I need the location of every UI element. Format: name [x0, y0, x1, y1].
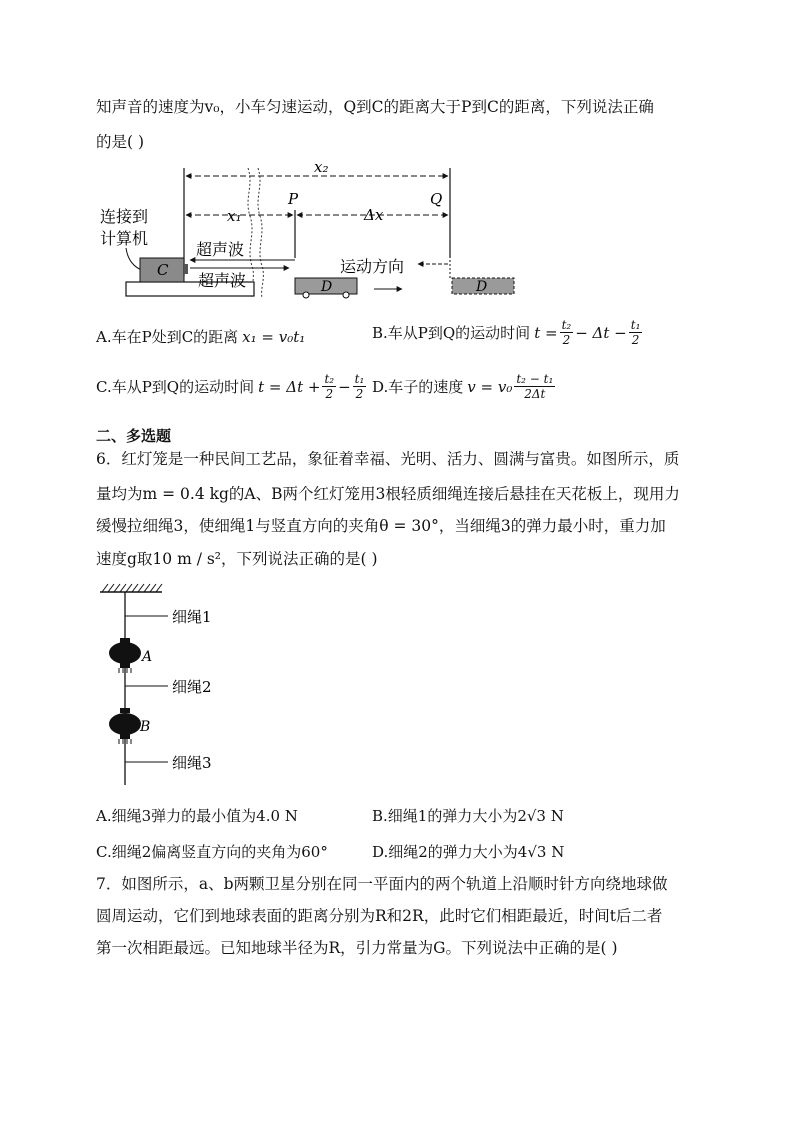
q5-option-c-frac2 [353, 372, 367, 401]
label-x1: x₁ [227, 207, 242, 225]
q6-lantern-figure [96, 580, 256, 790]
q5-option-b-frac2 [629, 318, 643, 347]
q7-line2: 圆周运动，它们到地球表面的距离分别为R和2R，此时它们相距最近，时间t后二者 [96, 907, 663, 925]
label-wave-2: 超声波 [198, 271, 247, 290]
q7-line3: 第一次相距最远。已知地球半径为R，引力常量为G。下列说法中正确的是( ) [96, 939, 618, 957]
q5-option-d[interactable] [372, 372, 557, 401]
label-connect-1: 连接到 [100, 207, 149, 226]
q5-option-c-frac1 [322, 372, 336, 401]
q5-option-b-t: t = [534, 323, 558, 342]
frac-num: t₁ [630, 318, 641, 332]
q6-line1: 6．红灯笼是一种民间工艺品，象征着幸福、光明、活力、圆满与富贵。如图所示，质 [96, 450, 680, 468]
frac-num: t₂ [561, 318, 572, 332]
frac-den: 2 [325, 387, 334, 401]
label-D-1: D [321, 279, 333, 295]
label-Q: Q [430, 190, 443, 208]
q5-option-a-formula: x₁ = v₀t₁ [242, 327, 306, 346]
label-rope-2: 细绳2 [172, 678, 212, 696]
label-lantern-A: A [142, 649, 153, 665]
label-D-2: D [476, 279, 488, 295]
label-x2: x₂ [314, 158, 329, 176]
frac-num: t₂ − t₁ [516, 372, 554, 386]
section-heading: 二、多选题 [96, 427, 172, 445]
q5-option-c-text: C.车从P到Q的运动时间 [96, 378, 255, 396]
frac-den: 2 [631, 333, 640, 347]
q5-stem-line2: 的是( ) [96, 133, 145, 151]
q5-option-c-mid: − [338, 377, 351, 396]
q5-option-c-t: t = Δt + [258, 377, 321, 396]
label-wave-1: 超声波 [196, 240, 245, 259]
q5-option-a[interactable] [96, 326, 305, 347]
q6-option-c[interactable]: C.细绳2偏离竖直方向的夹角为60° [96, 843, 328, 861]
label-C: C [157, 261, 169, 279]
label-P: P [288, 190, 299, 208]
q7-line1: 7．如图所示，a、b两颗卫星分别在同一平面内的两个轨道上沿顺时针方向绕地球做 [96, 875, 668, 893]
q5-option-d-text: D.车子的速度 [372, 378, 464, 396]
label-dx: Δx [364, 206, 384, 224]
q5-option-b[interactable] [372, 318, 644, 347]
q5-option-d-frac [514, 372, 555, 401]
q5-option-b-frac1 [560, 318, 574, 347]
q5-option-b-mid: − Δt − [575, 323, 627, 342]
q6-line3: 缓慢拉细绳3，使细绳1与竖直方向的夹角θ = 30°，当细绳3的弹力最小时，重力加 [96, 517, 666, 535]
q5-option-a-text: A.车在P处到C的距离 [96, 328, 239, 346]
q5-option-b-text: B.车从P到Q的运动时间 [372, 324, 531, 342]
label-rope-3: 细绳3 [172, 754, 212, 772]
label-rope-1: 细绳1 [172, 608, 212, 626]
q6-line4: 速度g取10 m / s²，下列说法正确的是( ) [96, 550, 378, 568]
q5-option-d-v: v = v₀ [467, 377, 513, 396]
q6-option-d[interactable]: D.细绳2的弹力大小为4√3 N [372, 843, 565, 861]
label-connect-2: 计算机 [100, 229, 149, 248]
frac-den: 2Δt [524, 387, 546, 401]
q5-stem-line1: 知声音的速度为v₀，小车匀速运动，Q到C的距离大于P到C的距离，下列说法正确 [96, 98, 654, 116]
q5-ultrasonic-figure [96, 158, 526, 308]
q6-option-a[interactable]: A.细绳3弹力的最小值为4.0 N [96, 807, 298, 825]
q6-line2: 量均为m = 0.4 kg的A、B两个红灯笼用3根轻质细绳连接后悬挂在天花板上，现用力 [96, 485, 680, 503]
q5-option-c[interactable] [96, 372, 368, 401]
frac-den: 2 [562, 333, 571, 347]
frac-den: 2 [355, 387, 364, 401]
label-lantern-B: B [140, 719, 151, 735]
q6-option-b[interactable]: B.细绳1的弹力大小为2√3 N [372, 807, 564, 825]
frac-num: t₁ [354, 372, 365, 386]
label-direction: 运动方向 [340, 257, 405, 276]
frac-num: t₂ [324, 372, 335, 386]
